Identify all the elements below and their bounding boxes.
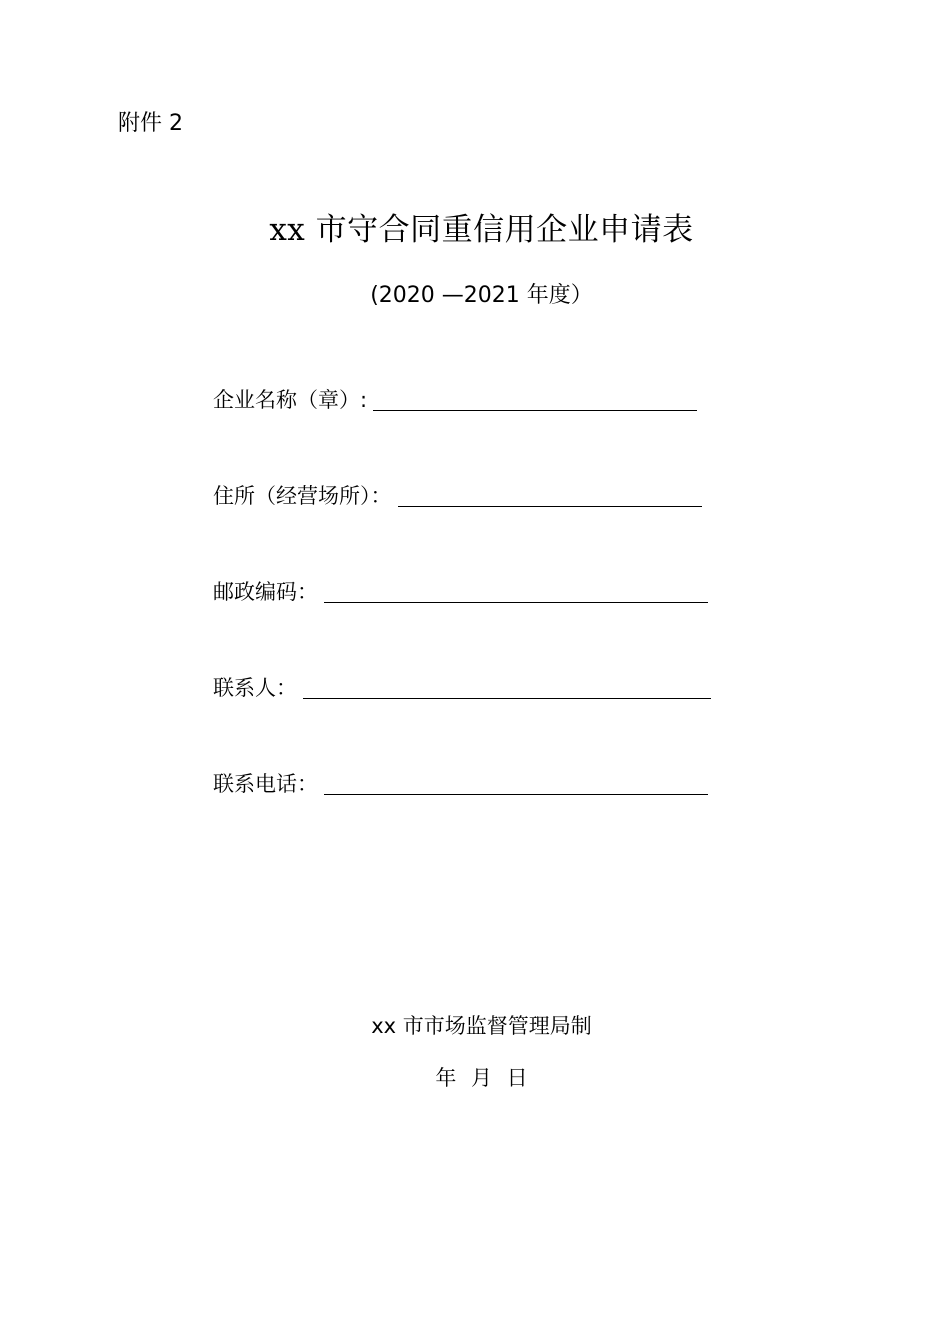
issuer-text: xx 市市场监督管理局制	[371, 1014, 592, 1038]
postal-code-input-line[interactable]	[324, 580, 708, 603]
contact-phone-input-line[interactable]	[324, 772, 708, 795]
title-prefix: xx	[269, 212, 306, 248]
address-field	[213, 479, 702, 511]
company-name-field	[213, 383, 697, 415]
attachment-label: 附件 2	[118, 111, 183, 136]
document-subtitle: (2020 —2021 年度）	[370, 283, 593, 308]
contact-phone-field	[213, 767, 708, 799]
address-label: 住所（经营场所）：	[213, 484, 392, 508]
contact-person-label: 联系人：	[213, 676, 297, 700]
company-name-input-line[interactable]	[373, 388, 697, 411]
postal-code-label: 邮政编码：	[213, 580, 318, 604]
address-input-line[interactable]	[398, 484, 702, 507]
date-line: 年 月 日	[435, 1066, 528, 1090]
contact-person-field	[213, 671, 711, 703]
contact-phone-label: 联系电话：	[213, 772, 318, 796]
company-name-label: 企业名称（章）:	[213, 388, 368, 412]
title-main: 市守合同重信用企业申请表	[305, 212, 694, 248]
document-title	[0, 208, 950, 252]
contact-person-input-line[interactable]	[303, 676, 711, 699]
postal-code-field	[213, 575, 708, 607]
